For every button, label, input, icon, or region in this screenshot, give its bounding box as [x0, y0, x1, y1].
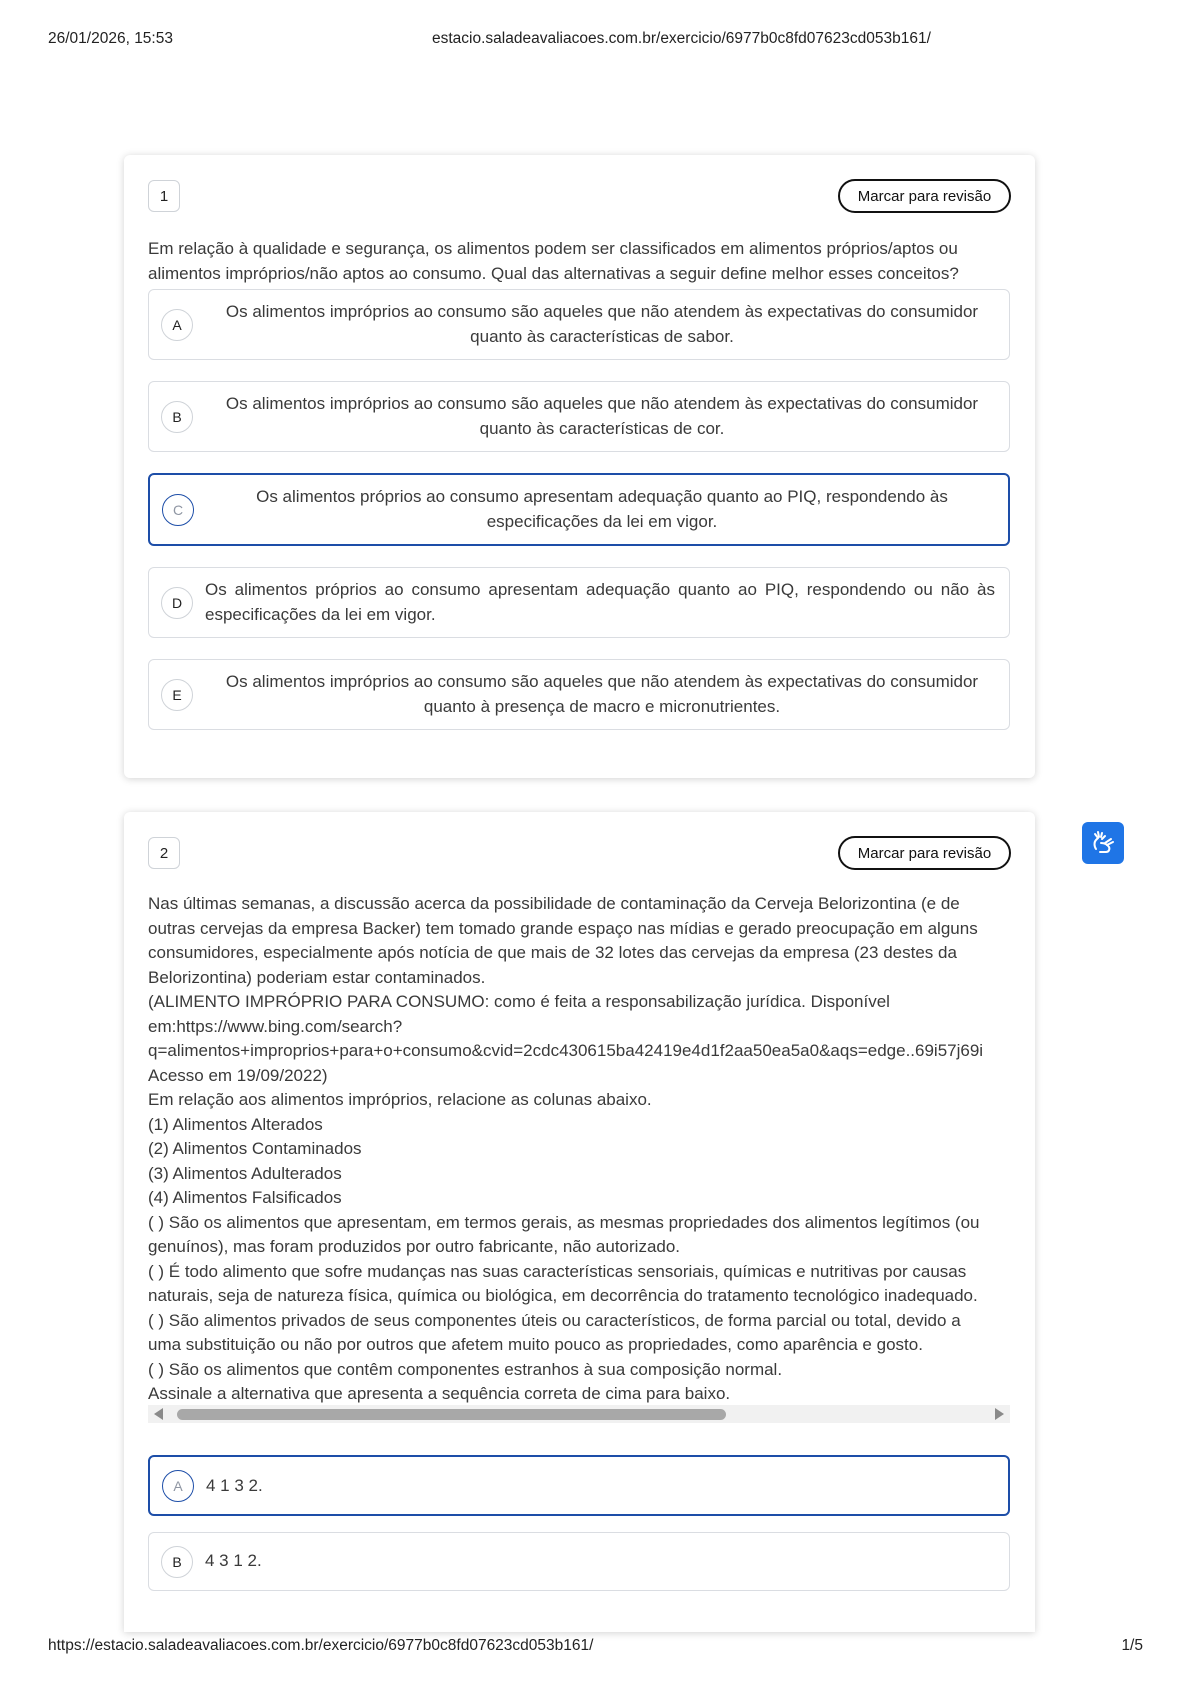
scroll-right-arrow-icon[interactable] — [995, 1408, 1004, 1420]
question-line: (2) Alimentos Contaminados — [148, 1139, 362, 1158]
question-text: Em relação à qualidade e segurança, os alimentos podem ser classificados em alimentos próprios/aptos ou alimentos impróprios/não aptos ao consumo. Qual das alternativas a seguir define melhor esses conceitos? — [148, 239, 959, 283]
print-footer-url: https://estacio.saladeavaliacoes.com.br/exercicio/6977b0c8fd07623cd053b161/ — [48, 1637, 594, 1654]
print-datetime: 26/01/2026, 15:53 — [48, 30, 173, 47]
question-number: 2 — [148, 837, 180, 869]
question-number: 1 — [148, 180, 180, 212]
option-a[interactable] — [148, 289, 1010, 360]
mark-for-review-button[interactable]: Marcar para revisão — [838, 836, 1011, 870]
print-header-url: estacio.saladeavaliacoes.com.br/exercicio/6977b0c8fd07623cd053b161/ — [432, 30, 931, 47]
scroll-left-arrow-icon[interactable] — [154, 1408, 163, 1420]
scrollbar-thumb[interactable] — [177, 1409, 726, 1420]
question-line: (ALIMENTO IMPRÓPRIO PARA CONSUMO: como é feita a responsabilização jurídica. Disponível — [148, 992, 890, 1011]
question-line: uma substituição ou não por outros que afetem muito pouco as propriedades, como aparência e gosto. — [148, 1335, 923, 1354]
print-footer — [48, 1637, 1143, 1657]
question-line: Assinale a alternativa que apresenta a sequência correta de cima para baixo. — [148, 1384, 731, 1403]
option-text: 4 1 3 2. — [206, 1476, 263, 1495]
option-letter: A — [162, 1470, 194, 1502]
option-text: Os alimentos próprios ao consumo apresentam adequação quanto ao PIQ, respondendo ou não às especificações da lei em vigor. — [205, 580, 995, 624]
question-line: em:https://www.bing.com/search? — [148, 1016, 403, 1036]
option-letter: E — [161, 679, 193, 711]
option-b[interactable] — [148, 381, 1010, 452]
question-card-1 — [124, 155, 1035, 778]
option-text: Os alimentos impróprios ao consumo são aqueles que não atendem às expectativas do consumidor quanto às características de sabor. — [225, 302, 979, 346]
option-text: Os alimentos impróprios ao consumo são aqueles que não atendem às expectativas do consumidor quanto às características de cor. — [225, 394, 979, 438]
option-c[interactable] — [148, 473, 1010, 546]
option-b[interactable] — [148, 1532, 1010, 1591]
option-letter: B — [161, 1546, 193, 1578]
question-line: (3) Alimentos Adulterados — [148, 1163, 342, 1183]
question-line: Nas últimas semanas, a discussão acerca da possibilidade de contaminação da Cerveja Belorizontina (e de — [148, 894, 960, 913]
question-line: Belorizontina) poderiam estar contaminados. — [148, 967, 486, 987]
option-d[interactable] — [148, 567, 1010, 638]
question-line: q=alimentos+improprios+para+o+consumo&cvid=2cdc430615ba42419e4d1f2aa50ea5a0&aqs=edge..69i57j69i — [148, 1041, 984, 1060]
accessibility-button[interactable] — [1082, 822, 1124, 864]
question-line: consumidores, especialmente após notícia de que mais de 32 lotes das cervejas da empresa (23 destes da — [148, 943, 957, 962]
question-line: outras cervejas da empresa Backer) tem tomado grande espaço nas mídias e gerado preocupação em alguns — [148, 918, 978, 938]
page-number: 1/5 — [1121, 1637, 1143, 1654]
question-line: (1) Alimentos Alterados — [148, 1114, 323, 1134]
option-letter: B — [161, 401, 193, 433]
mark-for-review-button[interactable]: Marcar para revisão — [838, 179, 1011, 213]
option-a[interactable] — [148, 1455, 1010, 1516]
question-line: ( ) São os alimentos que contêm componentes estranhos à sua composição normal. — [148, 1359, 783, 1379]
question-line: ( ) São os alimentos que apresentam, em termos gerais, as mesmas propriedades dos alimentos legítimos (ou — [148, 1212, 980, 1232]
horizontal-scrollbar[interactable] — [148, 1405, 1010, 1423]
option-letter: A — [161, 309, 193, 341]
question-text — [148, 892, 1011, 1407]
option-text: 4 3 1 2. — [205, 1551, 262, 1570]
question-line: naturais, seja de natureza física, química ou biológica, em decorrência do tratamento tecnológico inadequado. — [148, 1286, 978, 1305]
sign-language-icon — [1089, 829, 1117, 857]
question-line: ( ) São alimentos privados de seus componentes úteis ou característicos, de forma parcial ou total, devido a — [148, 1310, 961, 1330]
option-text: Os alimentos impróprios ao consumo são aqueles que não atendem às expectativas do consumidor quanto à presença de macro e micronutrientes. — [225, 672, 979, 716]
question-card-2 — [124, 812, 1035, 1632]
option-letter: D — [161, 587, 193, 619]
question-line: (4) Alimentos Falsificados — [148, 1188, 342, 1207]
question-line: genuínos), mas foram produzidos por outro fabricante, não autorizado. — [148, 1237, 681, 1256]
option-letter: C — [162, 494, 194, 526]
print-header — [48, 30, 1143, 50]
question-line: ( ) É todo alimento que sofre mudanças nas suas características sensoriais, químicas e nutritivas por causas — [148, 1261, 967, 1281]
question-line: Acesso em 19/09/2022) — [148, 1065, 328, 1085]
question-line: Em relação aos alimentos impróprios, relacione as colunas abaixo. — [148, 1090, 652, 1109]
option-e[interactable] — [148, 659, 1010, 730]
option-text: Os alimentos próprios ao consumo apresentam adequação quanto ao PIQ, respondendo às especificações da lei em vigor. — [256, 487, 948, 531]
